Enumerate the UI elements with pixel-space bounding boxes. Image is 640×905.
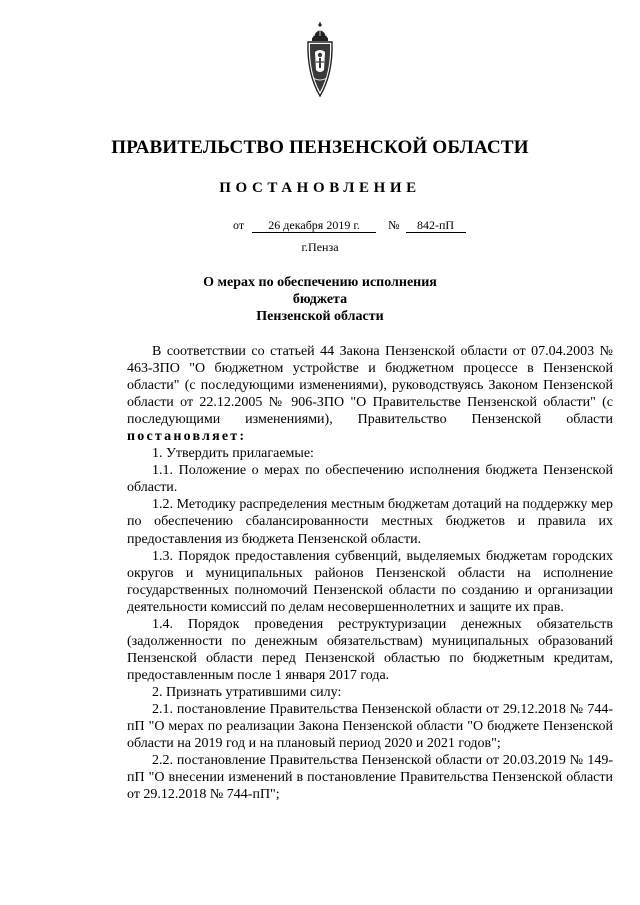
decree-word: постановляет:: [127, 429, 247, 445]
heading-line-1: О мерах по обеспечению исполнения бюджета: [203, 275, 437, 307]
document-heading: [180, 274, 460, 325]
item-2-1: 2.1. постановление Правительства Пензенской области от 29.12.2018 № 744-пП "О мерах по реализации Закона Пензенской области "О бюджете Пензенской области на 2019 год и на плановый период 2020 и 2021 годов";: [127, 701, 613, 752]
government-title: ПРАВИТЕЛЬСТВО ПЕНЗЕНСКОЙ ОБЛАСТИ: [111, 137, 529, 158]
item-2: 2. Признать утратившими силу:: [152, 684, 342, 700]
preamble-text: В соответствии со статьей 44 Закона Пензенской области от 07.04.2003 № 463-ЗПО "О бюджетном устройстве и бюджетном процессе в Пензенской области" (с последующими изменениями), руководствуясь Законом Пензенской области от 22.12.2005 № 906-ЗПО "О Правительстве Пензенской области" (с последующими изменениями), Правительство Пензенской области: [127, 344, 613, 428]
city: г.Пенза: [301, 240, 339, 254]
heading-line-2: Пензенской области: [256, 309, 384, 324]
item-1-4: 1.4. Порядок проведения реструктуризации денежных обязательств (задолженности по денежным обязательствам) муниципальных образований Пензенской области перед Пензенской областью по бюджетным кредитам, предоставленным после 1 января 2017 года.: [127, 616, 613, 683]
coat-of-arms-icon: [303, 22, 337, 98]
document-body: [127, 343, 613, 803]
date-prefix: от: [233, 218, 245, 232]
document-type: ПОСТАНОВЛЕНИЕ: [219, 180, 421, 196]
item-1: 1. Утвердить прилагаемые:: [152, 446, 314, 462]
item-2-2: 2.2. постановление Правительства Пензенской области от 20.03.2019 № 149-пП "О внесении изменений в постановление Правительства Пензенской области от 29.12.2018 № 744-пП";: [127, 753, 613, 803]
item-1-2: 1.2. Методику распределения местным бюджетам дотаций на поддержку мер по обеспечению сбалансированности местных бюджетов и правила их предоставления из бюджета Пензенской области.: [127, 497, 613, 547]
document-number: 842-пП: [406, 219, 466, 233]
number-prefix: №: [388, 218, 400, 232]
item-1-1: 1.1. Положение о мерах по обеспечению исполнения бюджета Пензенской области.: [127, 463, 613, 496]
date-number-row: [233, 218, 466, 233]
preamble-paragraph: [127, 343, 613, 445]
document-date: 26 декабря 2019 г.: [252, 219, 376, 233]
item-1-3: 1.3. Порядок предоставления субвенций, выделяемых бюджетам городских округов и муниципальных районов Пензенской области на исполнение государственных полномочий Пензенской области по созданию и организации деятельности комиссий по делам несовершеннолетних и защите их прав.: [127, 548, 613, 615]
